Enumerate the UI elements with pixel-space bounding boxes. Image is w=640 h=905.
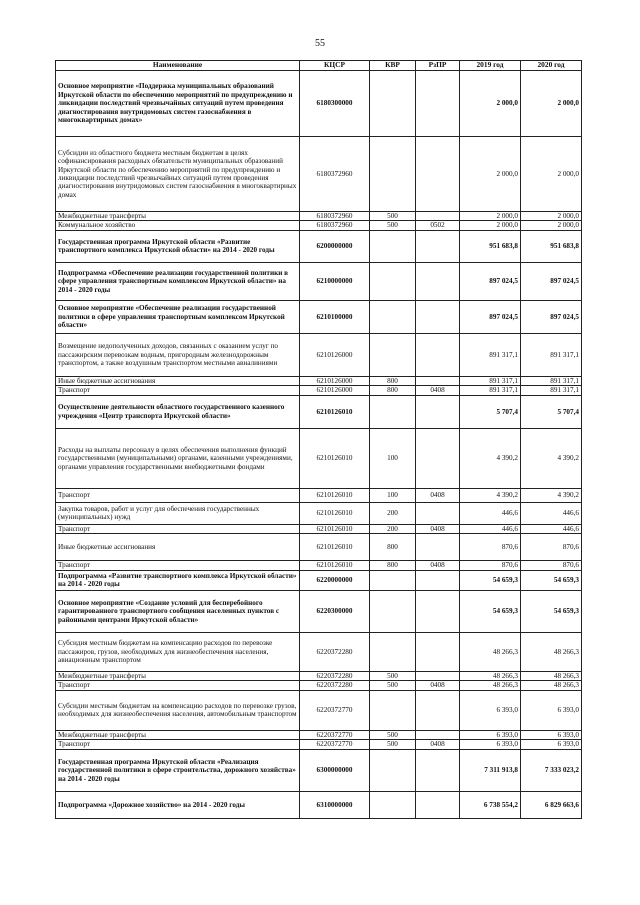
row-kvr (370, 791, 416, 818)
row-value-2020: 6 393,0 (521, 730, 582, 739)
row-kcsr: 6220300000 (300, 590, 370, 632)
row-value-2020: 4 390,2 (521, 488, 582, 502)
row-kcsr: 6200000000 (300, 230, 370, 262)
table-row (56, 740, 582, 749)
row-kcsr: 6210126010 (300, 395, 370, 428)
row-kvr (370, 333, 416, 376)
row-kcsr: 6210126010 (300, 428, 370, 488)
row-name: Основное мероприятие «Создание условий для бесперебойного гарантированного транспортного сообщения населенных пунктов с районными центрами Иркутской области» (56, 590, 300, 632)
row-kcsr: 6210126010 (300, 524, 370, 533)
row-name: Подпрограмма «Развитие транспортного комплекса Иркутской области» на 2014 - 2020 годы (56, 570, 300, 590)
row-rzpr (416, 333, 460, 376)
row-value-2019: 891 317,1 (460, 386, 521, 395)
row-kcsr: 6220372770 (300, 730, 370, 739)
row-kcsr: 6210000000 (300, 262, 370, 300)
row-kvr (370, 300, 416, 333)
table-row (56, 428, 582, 488)
row-kvr: 500 (370, 740, 416, 749)
row-rzpr: 0408 (416, 681, 460, 690)
row-value-2019: 4 390,2 (460, 488, 521, 502)
row-kcsr: 6180372960 (300, 221, 370, 230)
row-kvr (370, 632, 416, 671)
row-value-2019: 48 266,3 (460, 671, 521, 680)
table-row (56, 632, 582, 671)
row-kvr (370, 570, 416, 590)
row-name: Возмещение недополученных доходов, связанных с оказанием услуг по пассажирским перевозкам водным, пригородным железнодорожным транспортом, а также воздушным транспортом местными авиалиниями (56, 333, 300, 376)
row-kcsr: 6210126010 (300, 488, 370, 502)
row-kcsr: 6210126010 (300, 561, 370, 570)
table-row (56, 221, 582, 230)
row-kvr (370, 262, 416, 300)
row-name: Подпрограмма «Дорожное хозяйство» на 2014 - 2020 годы (56, 791, 300, 818)
row-kcsr: 6300000000 (300, 749, 370, 791)
row-kvr (370, 230, 416, 262)
row-name: Транспорт (56, 740, 300, 749)
table-row (56, 791, 582, 818)
table-row (56, 730, 582, 739)
row-kcsr: 6220372770 (300, 740, 370, 749)
table-row (56, 137, 582, 212)
row-value-2020: 48 266,3 (521, 671, 582, 680)
row-value-2019: 5 707,4 (460, 395, 521, 428)
row-kvr (370, 749, 416, 791)
row-value-2020: 5 707,4 (521, 395, 582, 428)
row-value-2019: 2 000,0 (460, 137, 521, 212)
row-value-2020: 54 659,3 (521, 590, 582, 632)
row-kcsr: 6210126000 (300, 333, 370, 376)
row-kcsr: 6220372770 (300, 690, 370, 730)
table-header-row (56, 61, 582, 71)
row-value-2019: 446,6 (460, 524, 521, 533)
row-kvr (370, 137, 416, 212)
row-kvr: 500 (370, 212, 416, 221)
row-name: Субсидии из областного бюджета местным бюджетам в целях софинансирования расходных обязательств муниципальных образований Иркутской области по обеспечению мероприятий по предупреждению и ликвидации последствий чрезвычайных ситуаций путем проведения диагностирования внутридомовых систем газоснабжения в многоквартирных домах (56, 137, 300, 212)
row-kcsr: 6220372280 (300, 671, 370, 680)
row-kcsr: 6210100000 (300, 300, 370, 333)
row-rzpr: 0408 (416, 386, 460, 395)
row-value-2019: 6 393,0 (460, 730, 521, 739)
table-row (56, 671, 582, 680)
row-rzpr (416, 428, 460, 488)
table-body (56, 71, 582, 819)
row-name: Иные бюджетные ассигнования (56, 534, 300, 561)
table-row (56, 681, 582, 690)
row-rzpr (416, 262, 460, 300)
row-rzpr (416, 671, 460, 680)
row-kvr: 100 (370, 488, 416, 502)
row-kvr: 500 (370, 671, 416, 680)
row-value-2019: 4 390,2 (460, 428, 521, 488)
row-value-2020: 2 000,0 (521, 212, 582, 221)
row-value-2019: 2 000,0 (460, 71, 521, 137)
row-kcsr: 6180372960 (300, 212, 370, 221)
row-value-2020: 446,6 (521, 502, 582, 524)
row-rzpr (416, 502, 460, 524)
row-rzpr (416, 791, 460, 818)
row-kcsr: 6310000000 (300, 791, 370, 818)
row-value-2020: 891 317,1 (521, 386, 582, 395)
row-value-2019: 446,6 (460, 502, 521, 524)
table-row (56, 488, 582, 502)
row-kcsr: 6210126000 (300, 386, 370, 395)
row-kcsr: 6210126000 (300, 376, 370, 385)
row-name: Иные бюджетные ассигнования (56, 376, 300, 385)
row-kcsr: 6180372960 (300, 137, 370, 212)
row-value-2020: 48 266,3 (521, 632, 582, 671)
table-row (56, 749, 582, 791)
row-value-2020: 2 000,0 (521, 221, 582, 230)
header-kcsr: КЦСР (300, 61, 370, 71)
row-kvr: 500 (370, 221, 416, 230)
row-value-2020: 446,6 (521, 524, 582, 533)
row-name: Основное мероприятие «Обеспечение реализации государственной политики в сфере управления транспортным комплексом Иркутской области» (56, 300, 300, 333)
row-value-2019: 54 659,3 (460, 590, 521, 632)
row-name: Расходы на выплаты персоналу в целях обеспечения выполнения функций государственными (муниципальными) органами, казенными учреждениями, органами управления государственными внебюджетными фондами (56, 428, 300, 488)
row-value-2019: 7 311 913,8 (460, 749, 521, 791)
row-rzpr: 0502 (416, 221, 460, 230)
row-rzpr (416, 590, 460, 632)
header-2020: 2020 год (521, 61, 582, 71)
row-value-2019: 2 000,0 (460, 221, 521, 230)
row-kvr: 500 (370, 730, 416, 739)
row-value-2020: 6 393,0 (521, 740, 582, 749)
row-value-2019: 54 659,3 (460, 570, 521, 590)
row-rzpr: 0408 (416, 740, 460, 749)
page-number: 55 (315, 38, 325, 49)
row-rzpr (416, 71, 460, 137)
row-value-2020: 6 393,0 (521, 690, 582, 730)
table-row (56, 262, 582, 300)
row-value-2019: 891 317,1 (460, 376, 521, 385)
row-kvr (370, 71, 416, 137)
row-name: Коммунальное хозяйство (56, 221, 300, 230)
row-rzpr (416, 730, 460, 739)
row-value-2019: 6 393,0 (460, 690, 521, 730)
row-value-2019: 870,6 (460, 561, 521, 570)
row-kcsr: 6220372280 (300, 632, 370, 671)
row-rzpr (416, 300, 460, 333)
row-rzpr (416, 212, 460, 221)
table-row (56, 71, 582, 137)
row-name: Межбюджетные трансферты (56, 730, 300, 739)
table-row (56, 300, 582, 333)
row-value-2019: 6 738 554,2 (460, 791, 521, 818)
row-name: Межбюджетные трансферты (56, 671, 300, 680)
row-name: Межбюджетные трансферты (56, 212, 300, 221)
row-kcsr: 6210126010 (300, 502, 370, 524)
row-kvr: 800 (370, 386, 416, 395)
row-kvr: 800 (370, 534, 416, 561)
row-name: Транспорт (56, 561, 300, 570)
header-2019: 2019 год (460, 61, 521, 71)
row-value-2020: 4 390,2 (521, 428, 582, 488)
row-rzpr (416, 690, 460, 730)
row-kvr: 500 (370, 681, 416, 690)
row-value-2020: 897 024,5 (521, 300, 582, 333)
table-row (56, 376, 582, 385)
row-value-2019: 951 683,8 (460, 230, 521, 262)
row-value-2019: 2 000,0 (460, 212, 521, 221)
header-rzpr: РзПР (416, 61, 460, 71)
row-value-2020: 870,6 (521, 534, 582, 561)
table-row (56, 524, 582, 533)
row-kvr: 100 (370, 428, 416, 488)
row-value-2020: 2 000,0 (521, 137, 582, 212)
table-row (56, 534, 582, 561)
row-value-2020: 6 829 663,6 (521, 791, 582, 818)
header-name: Наименование (56, 61, 300, 71)
row-rzpr (416, 534, 460, 561)
row-name: Основное мероприятие «Поддержка муниципальных образований Иркутской области по обеспечению мероприятий по предупреждению и ликвидации последствий чрезвычайных ситуаций путем проведения диагностирования внутридомовых систем газоснабжения в многоквартирных домах» (56, 71, 300, 137)
row-kcsr: 6180300000 (300, 71, 370, 137)
table-row (56, 333, 582, 376)
row-value-2019: 891 317,1 (460, 333, 521, 376)
row-value-2020: 7 333 023,2 (521, 749, 582, 791)
row-rzpr (416, 570, 460, 590)
row-rzpr: 0408 (416, 561, 460, 570)
row-rzpr (416, 749, 460, 791)
row-name: Подпрограмма «Обеспечение реализации государственной политики в сфере управления транспортным комплексом Иркутской области» на 2014 - 2020 годы (56, 262, 300, 300)
row-name: Субсидия местным бюджетам на компенсацию расходов по перевозке пассажиров, грузов, необходимых для жизнеобеспечения населения, авиационным транспортом (56, 632, 300, 671)
row-name: Транспорт (56, 488, 300, 502)
row-value-2020: 897 024,5 (521, 262, 582, 300)
row-value-2019: 6 393,0 (460, 740, 521, 749)
row-value-2019: 48 266,3 (460, 632, 521, 671)
row-kcsr: 6220372280 (300, 681, 370, 690)
row-value-2020: 891 317,1 (521, 333, 582, 376)
row-kcsr: 6210126010 (300, 534, 370, 561)
table-row (56, 230, 582, 262)
row-rzpr: 0408 (416, 488, 460, 502)
table-row (56, 561, 582, 570)
row-kvr: 200 (370, 524, 416, 533)
row-value-2020: 870,6 (521, 561, 582, 570)
table-row (56, 502, 582, 524)
row-name: Закупка товаров, работ и услуг для обеспечения государственных (муниципальных) нужд (56, 502, 300, 524)
row-kvr (370, 690, 416, 730)
table-row (56, 690, 582, 730)
row-value-2019: 48 266,3 (460, 681, 521, 690)
row-name: Транспорт (56, 386, 300, 395)
budget-table (55, 60, 582, 819)
row-rzpr (416, 632, 460, 671)
row-kvr (370, 590, 416, 632)
row-rzpr: 0408 (416, 524, 460, 533)
row-name: Транспорт (56, 524, 300, 533)
table-row (56, 590, 582, 632)
row-kcsr: 6220000000 (300, 570, 370, 590)
row-value-2020: 48 266,3 (521, 681, 582, 690)
row-value-2019: 897 024,5 (460, 262, 521, 300)
row-name: Транспорт (56, 681, 300, 690)
row-value-2020: 2 000,0 (521, 71, 582, 137)
row-name: Осуществление деятельности областного государственного казенного учреждения «Центр транспорта Иркутской области» (56, 395, 300, 428)
row-rzpr (416, 230, 460, 262)
row-value-2019: 870,6 (460, 534, 521, 561)
row-value-2019: 897 024,5 (460, 300, 521, 333)
row-name: Государственная программа Иркутской области «Развитие транспортного комплекса Иркутской области» на 2014 - 2020 годы (56, 230, 300, 262)
table-row (56, 212, 582, 221)
row-name: Государственная программа Иркутской области «Реализация государственной политики в сфере строительства, дорожного хозяйства» на 2014 - 2020 годы (56, 749, 300, 791)
row-kvr: 800 (370, 376, 416, 385)
row-name: Субсидии местным бюджетам на компенсацию расходов по перевозке грузов, необходимых для жизнеобеспечения населения, автомобильным транспортом (56, 690, 300, 730)
header-kvr: КВР (370, 61, 416, 71)
row-rzpr (416, 137, 460, 212)
table-row (56, 395, 582, 428)
row-value-2020: 951 683,8 (521, 230, 582, 262)
row-rzpr (416, 395, 460, 428)
row-value-2020: 54 659,3 (521, 570, 582, 590)
row-value-2020: 891 317,1 (521, 376, 582, 385)
row-rzpr (416, 376, 460, 385)
row-kvr: 200 (370, 502, 416, 524)
table-row (56, 386, 582, 395)
table-row (56, 570, 582, 590)
row-kvr: 800 (370, 561, 416, 570)
row-kvr (370, 395, 416, 428)
